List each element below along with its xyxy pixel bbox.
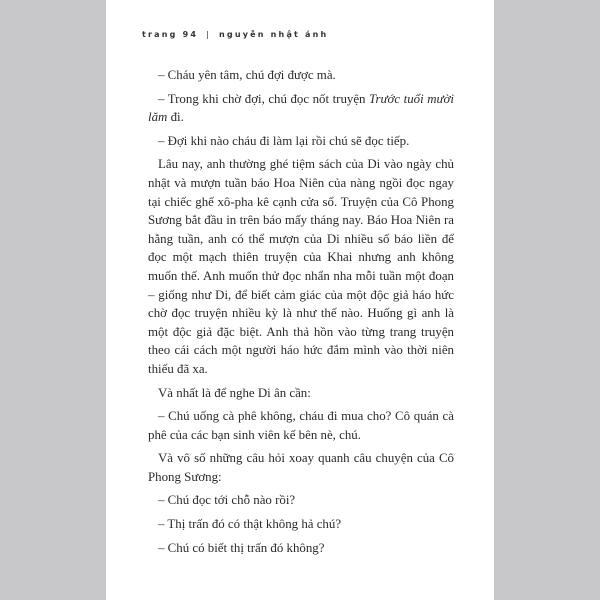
paragraph (148, 90, 454, 127)
paragraph: – Chú đọc tới chỗ nào rồi? (158, 493, 296, 508)
page-number: trang 94 (142, 30, 199, 39)
running-header (142, 30, 328, 39)
paragraph: Và nhất là để nghe Di ân cần: (158, 385, 311, 400)
book-page (106, 0, 494, 600)
paragraph: – Chú có biết thị trấn đó không? (158, 540, 325, 555)
book-title: Trước tuổi mười lăm (148, 91, 454, 125)
paragraph-text: – Trong khi chờ đợi, chú đọc nốt truyện (158, 91, 370, 106)
author-name: nguyễn nhật ánh (219, 30, 329, 39)
paragraph: Lâu nay, anh thường ghé tiệm sách của Di vào ngày chủ nhật và mượn tuần báo Hoa Niên của nàng ngồi đọc ngay tại chiếc ghế xô-pha kê cạnh cửa sổ. Truyện của Cô Phong Sương bắt đầu in trên báo mấy tháng nay. Báo Hoa Niên ra hằng tuần, anh có thể mượn của Di nhiều số báo liền để đọc một mạch thiên truyện của Khai nhưng anh không muốn thế. Anh muốn thử đọc nhẩn nha mỗi tuần một đoạn – giống như Di, để biết cảm giác của một độc giả háo hức chờ đọc truyện nhiều kỳ là như thế nào. Huống gì anh là một độc giả đặc biệt. Anh thả hồn vào từng trang truyện theo cái cách một người háo hức đắm mình vào thời niên thiếu đã xa. (148, 157, 454, 376)
paragraph: – Đợi khi nào cháu đi làm lại rồi chú sẽ đọc tiếp. (158, 133, 410, 148)
paragraph: – Chú uống cà phê không, cháu đi mua cho? Cô quán cà phê của các bạn sinh viên kế bên nè, chú. (148, 409, 454, 442)
paragraph-text: đi. (167, 110, 184, 125)
paragraph: – Cháu yên tâm, chú đợi được mà. (158, 68, 336, 82)
page-body (148, 66, 454, 562)
paragraph: Và vô số những câu hỏi xoay quanh câu chuyện của Cô Phong Sương: (148, 451, 454, 484)
header-separator: | (206, 30, 212, 39)
paragraph: – Thị trấn đó có thật không hả chú? (158, 517, 342, 532)
